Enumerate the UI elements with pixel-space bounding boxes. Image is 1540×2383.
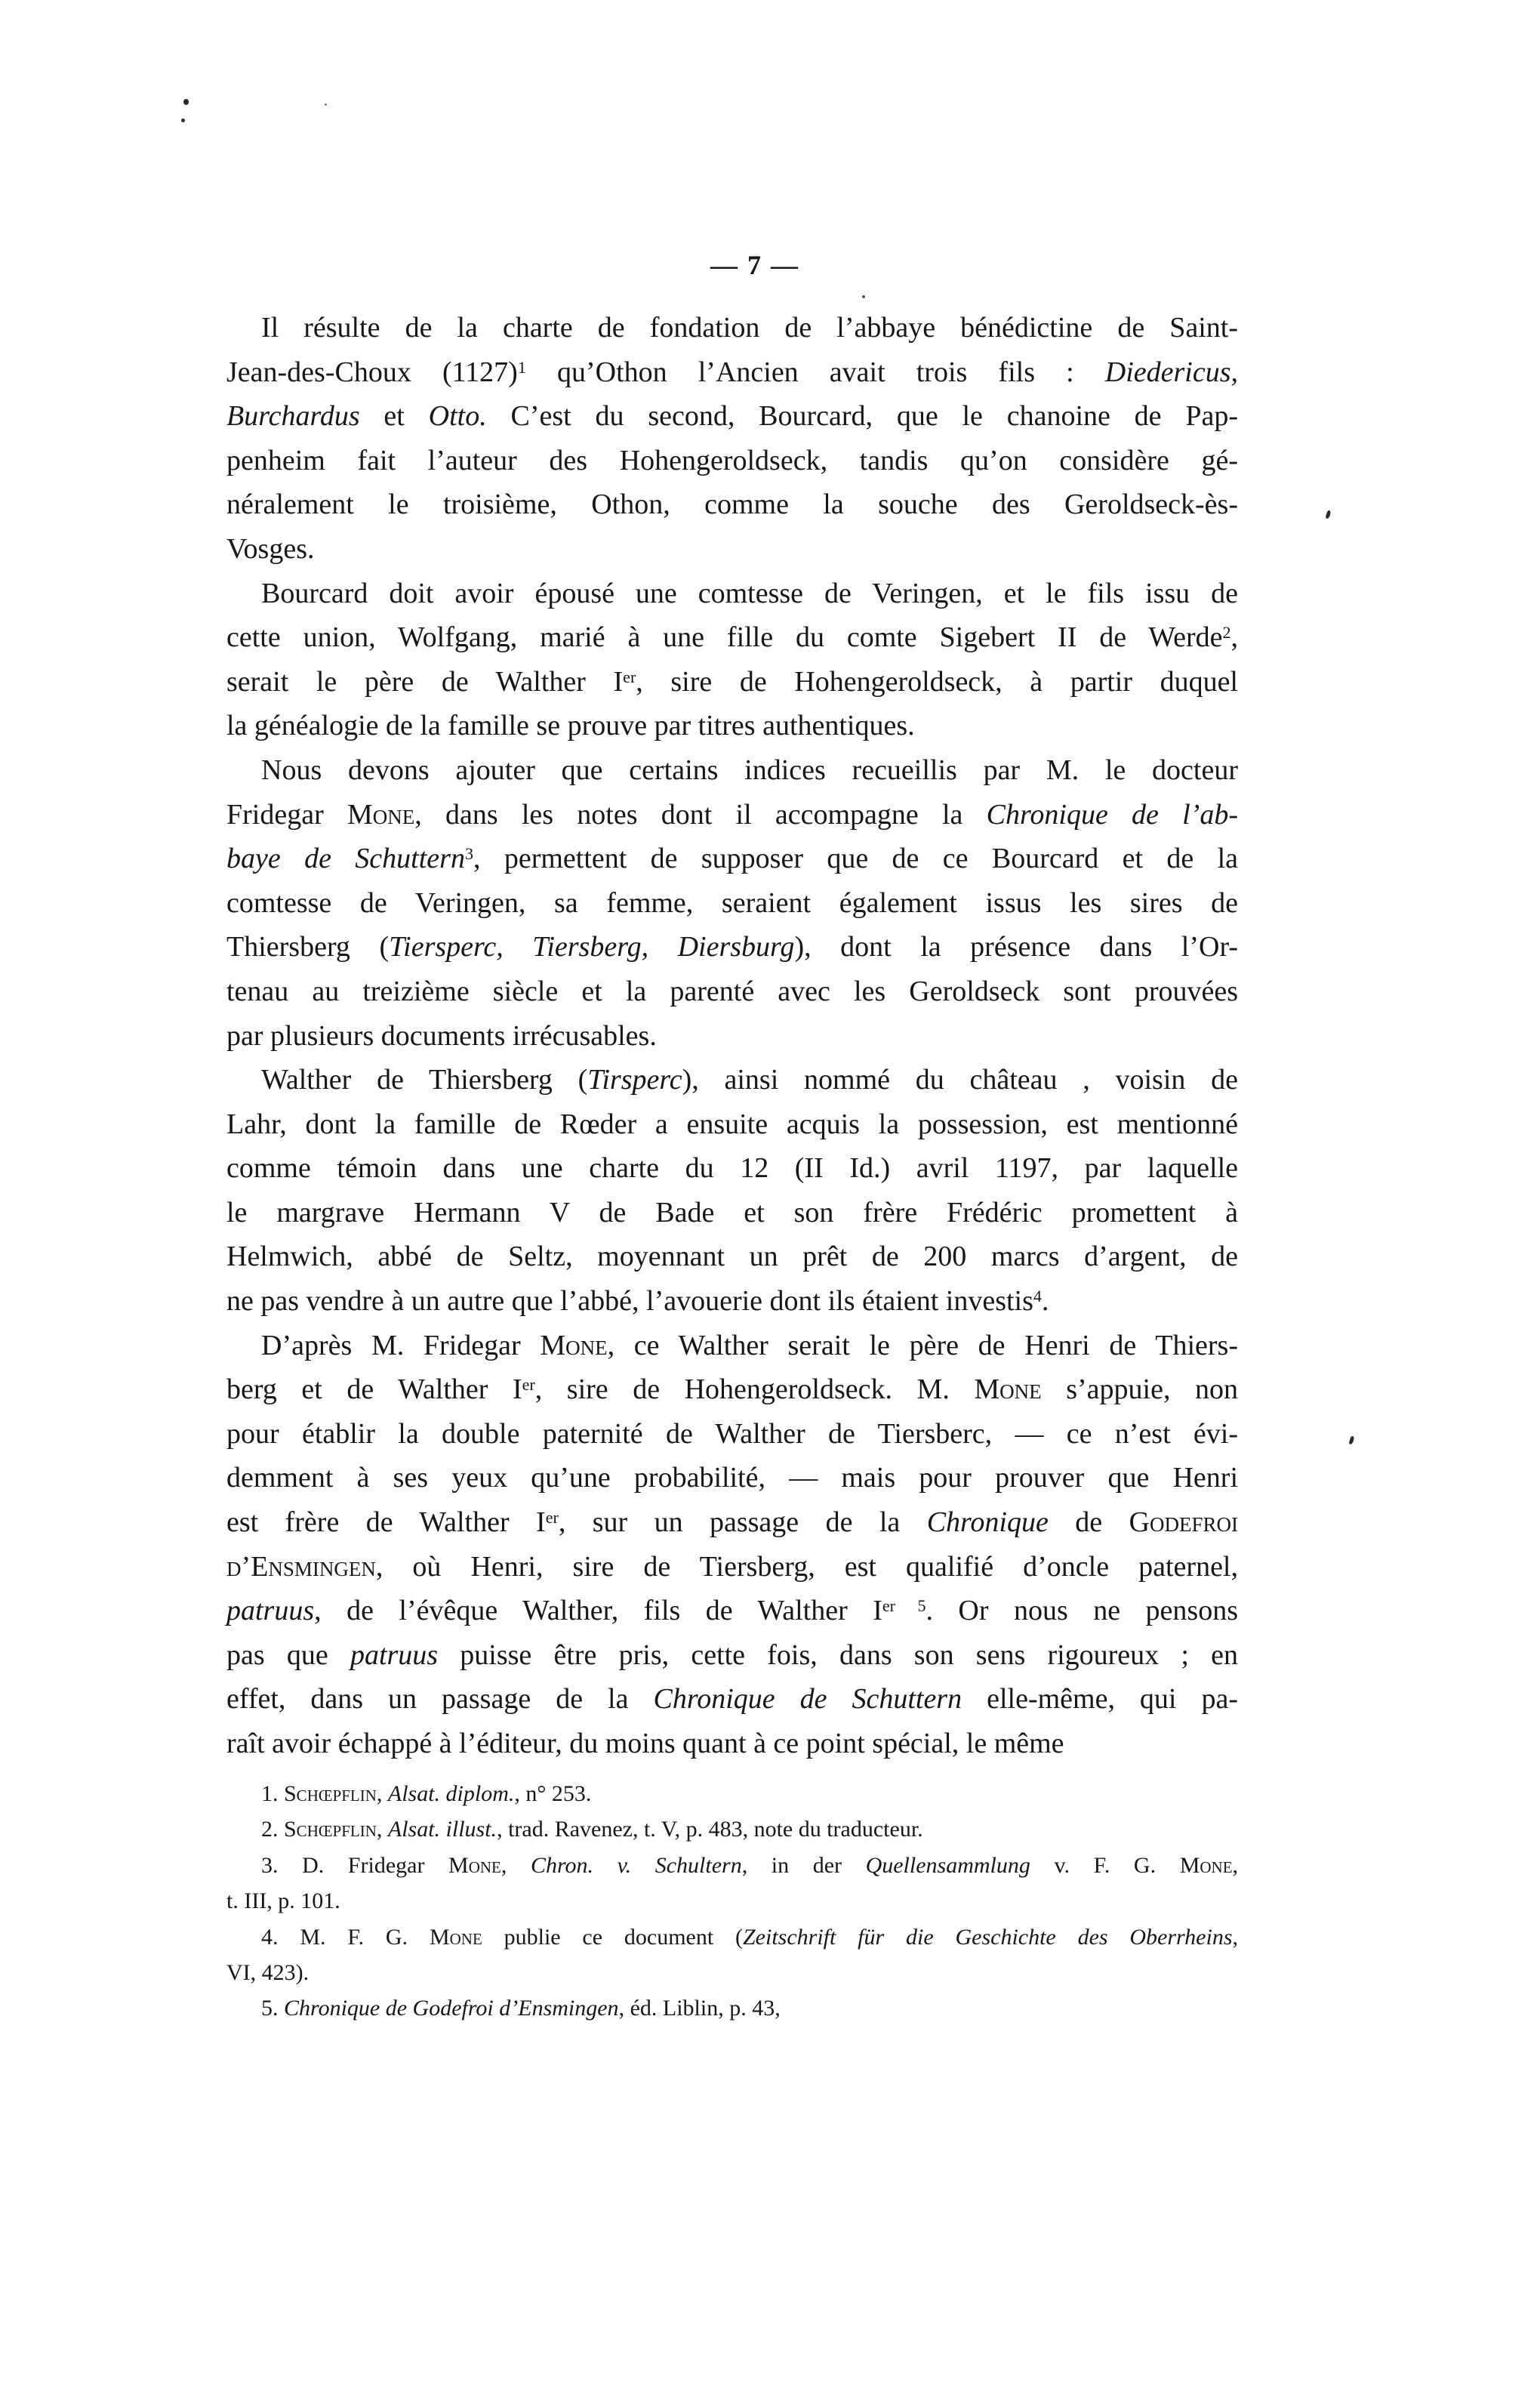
text-segment: s’appuie, non	[1041, 1373, 1238, 1406]
text-line	[226, 1776, 1238, 1811]
ink-speck	[183, 99, 189, 105]
text-segment: 3	[464, 844, 473, 864]
text-segment: par plusieurs documents irrécusables.	[226, 1019, 657, 1052]
text-segment: tenau au treizième siècle et la parenté avec les Geroldseck sont prouvées	[226, 975, 1238, 1007]
text-line	[226, 1014, 1238, 1059]
text-line	[226, 1279, 1238, 1324]
text-segment: 5.	[261, 1996, 284, 2021]
text-segment: patruus	[226, 1595, 315, 1627]
text-line	[226, 1811, 1238, 1847]
text-segment: , n° 253.	[514, 1781, 592, 1806]
text-line	[226, 394, 1238, 439]
text-segment: Quellensammlung	[865, 1852, 1030, 1878]
text-segment: puisse être pris, cette fois, dans son sens rigoureux ; en	[438, 1639, 1238, 1671]
text-segment: effet, dans un passage de la	[226, 1683, 654, 1716]
text-segment: raît avoir échappé à l’éditeur, du moins quant à ce point spécial, le même	[226, 1728, 1064, 1759]
text-line	[226, 1919, 1238, 1955]
text-segment: er	[522, 1375, 535, 1395]
ink-speck	[325, 103, 327, 106]
text-segment: Chronique de Schuttern	[653, 1683, 962, 1716]
text-segment: Otto.	[428, 400, 487, 433]
text-segment: Nous devons ajouter que certains indices recueillis par M. le docteur	[261, 754, 1238, 786]
text-segment: Diedericus,	[1104, 356, 1238, 388]
ink-speck	[862, 295, 865, 298]
text-segment: Chronique	[926, 1506, 1049, 1539]
text-segment: Burchardus	[226, 400, 360, 433]
text-line	[226, 881, 1238, 926]
paragraph	[226, 1058, 1238, 1324]
text-segment: Chronique de Godefroi d’Ensmingen	[284, 1996, 619, 2021]
text-line	[226, 1456, 1238, 1500]
text-segment: demment à ses yeux qu’une probabilité, — mais pour prouver que Henri	[226, 1462, 1238, 1494]
paragraph	[226, 1990, 1238, 2026]
text-segment: serait le père de Walther I	[226, 665, 624, 698]
text-segment: Walther de Thiersberg (	[261, 1064, 588, 1096]
text-segment: t. III, p. 101.	[226, 1888, 340, 1914]
text-segment: ), ainsi nommé du château , voisin de	[682, 1064, 1238, 1096]
text-segment: Schœpflin	[284, 1817, 377, 1842]
text-line	[226, 527, 1238, 572]
text-segment: v. F. G.	[1030, 1852, 1180, 1878]
paragraph	[226, 1776, 1238, 1811]
text-segment: la généalogie de la famille se prouve par titres authentiques.	[226, 710, 915, 742]
text-segment: comme témoin dans une charte du 12 (II Id.) avril 1197, par laquelle	[226, 1152, 1238, 1185]
text-segment: , dans les notes dont il accompagne la	[414, 798, 987, 831]
text-segment: Tiersperc, Tiersberg, Diersburg	[389, 931, 795, 963]
text-segment: Mone	[1179, 1852, 1233, 1878]
text-line	[226, 1722, 1238, 1766]
paragraph	[226, 1848, 1238, 1919]
text-segment: 2.	[261, 1817, 284, 1842]
text-segment: Zeitschrift für die Geschichte des Oberrheins	[743, 1924, 1233, 1950]
text-segment: le margrave Hermann V de Bade et son frère Frédéric promettent à	[226, 1196, 1238, 1228]
text-segment: elle-même, qui pa-	[962, 1683, 1239, 1716]
text-segment: pour établir la double paternité de Walther de Tiersberc, — ce n’est évi-	[226, 1417, 1238, 1450]
text-segment: ,	[500, 1852, 531, 1878]
text-line	[226, 793, 1238, 837]
text-segment: est frère de Walther I	[226, 1506, 546, 1539]
text-line	[226, 1191, 1238, 1235]
paragraph	[226, 1811, 1238, 1847]
text-segment: , où Henri, sire de Tiersberg, est qualifié d’oncle paternel,	[375, 1550, 1238, 1583]
text-line	[226, 1883, 1238, 1919]
text-segment: Helmwich, abbé de Seltz, moyennant un prêt de 200 marcs d’argent, de	[226, 1241, 1238, 1273]
text-segment: ,	[1230, 621, 1238, 654]
text-line	[226, 306, 1238, 350]
text-line	[226, 1848, 1238, 1883]
text-segment: 4. M. F. G.	[261, 1924, 430, 1950]
body-text	[226, 306, 1238, 1766]
text-segment: er	[882, 1596, 895, 1616]
text-line	[226, 1146, 1238, 1191]
text-segment: , sire de Hohengeroldseck, à partir duquel	[636, 665, 1238, 698]
text-segment: 2	[1222, 623, 1231, 643]
text-segment: er	[623, 667, 636, 686]
text-line	[226, 1545, 1238, 1589]
text-segment: Mone	[429, 1924, 482, 1950]
text-segment: C’est du second, Bourcard, que le chanoine de Pap-	[486, 400, 1238, 433]
text-segment: Il résulte de la charte de fondation de l’abbaye bénédictine de Saint-	[261, 312, 1238, 344]
text-segment: patruus	[350, 1639, 439, 1671]
text-segment: ), dont la présence dans l’Or-	[794, 931, 1239, 963]
text-segment: , sur un passage de la	[558, 1506, 927, 1539]
text-segment: ,	[1232, 1852, 1239, 1878]
text-line	[226, 1589, 1238, 1633]
text-line	[226, 1324, 1238, 1368]
text-line	[226, 1102, 1238, 1147]
text-segment: Fridegar	[226, 798, 347, 831]
text-line	[226, 660, 1238, 704]
text-segment: Vosges.	[226, 532, 315, 565]
text-line	[226, 482, 1238, 527]
text-segment: Mone	[448, 1852, 501, 1878]
text-segment: Alsat. diplom.	[387, 1781, 515, 1806]
text-segment: , permettent de supposer que de ce Bourcard et de la	[473, 843, 1239, 875]
text-segment: Mone	[346, 798, 415, 831]
paragraph	[226, 1919, 1238, 1991]
text-segment: néralement le troisième, Othon, comme la souche des Geroldseck-ès-	[226, 489, 1238, 521]
text-segment: publie ce document (	[482, 1924, 743, 1950]
text-segment: , éd. Liblin, p. 43,	[618, 1996, 781, 2021]
text-line	[226, 439, 1238, 483]
paragraph	[226, 572, 1238, 748]
text-line	[226, 1633, 1238, 1678]
text-segment: . Or nous ne pensons	[926, 1595, 1238, 1627]
paragraph	[226, 748, 1238, 1058]
text-line	[226, 1500, 1238, 1545]
text-segment: , sire de Hohengeroldseck. M.	[534, 1373, 975, 1406]
paragraph	[226, 306, 1238, 572]
text-segment: Schœpflin	[284, 1781, 377, 1806]
text-segment: Godefroi	[1129, 1506, 1238, 1539]
text-line	[226, 837, 1238, 881]
text-segment: Tirsperc	[587, 1064, 682, 1096]
ink-speck	[1348, 1435, 1354, 1444]
text-segment: Jean-des-Choux (1127)	[226, 356, 518, 388]
text-line	[226, 704, 1238, 748]
text-segment: Alsat. illust.	[387, 1817, 497, 1842]
text-segment: Chron. v. Schultern	[530, 1852, 742, 1878]
text-segment: ,	[376, 1817, 388, 1842]
text-segment: berg et de Walther I	[226, 1373, 522, 1406]
text-segment: baye de Schuttern	[226, 843, 465, 875]
text-segment: er	[545, 1508, 559, 1528]
page-number: — 7 —	[710, 250, 799, 280]
ink-speck	[181, 119, 185, 122]
text-segment: 1	[517, 357, 526, 377]
text-segment: Mone	[540, 1329, 608, 1361]
text-segment: ,	[376, 1781, 388, 1806]
text-segment: de	[1048, 1506, 1129, 1539]
text-segment: qu’Othon l’Ancien avait trois fils :	[525, 356, 1105, 388]
text-segment: , ce Walther serait le père de Henri de Thiers-	[607, 1329, 1238, 1361]
text-segment: Bourcard doit avoir épousé une comtesse de Veringen, et le fils issu de	[261, 577, 1238, 609]
text-line	[226, 748, 1238, 793]
text-line	[226, 925, 1238, 970]
footnotes	[226, 1776, 1238, 2027]
text-segment: 1.	[261, 1781, 284, 1806]
text-segment: penheim fait l’auteur des Hohengeroldseck, tandis qu’on considère gé-	[226, 444, 1238, 476]
text-segment: Thiersberg (	[226, 931, 390, 963]
text-segment: 5	[895, 1596, 926, 1616]
text-segment: cette union, Wolfgang, marié à une fille du comte Sigebert II de Werde	[226, 621, 1223, 654]
text-segment: 4	[1033, 1287, 1042, 1306]
text-segment: , de l’évêque Walther, fils de Walther I	[314, 1595, 882, 1627]
text-segment: Mone	[974, 1373, 1042, 1406]
text-segment: Lahr, dont la famille de Rœder a ensuite acquis la possession, est mentionné	[226, 1108, 1238, 1140]
text-segment: Chronique de l’ab-	[986, 798, 1238, 831]
text-segment: 3. D. Fridegar	[261, 1852, 449, 1878]
text-segment: d’Ensmingen	[226, 1550, 376, 1583]
text-segment: ,	[1232, 1924, 1239, 1950]
text-segment: , in der	[741, 1852, 866, 1878]
text-line	[226, 1367, 1238, 1412]
text-segment: D’après M. Fridegar	[261, 1329, 541, 1361]
text-segment: et	[359, 400, 429, 433]
text-line	[226, 1058, 1238, 1102]
text-line	[226, 615, 1238, 660]
text-segment: .	[1041, 1285, 1049, 1318]
text-line	[226, 572, 1238, 616]
text-line	[226, 1235, 1238, 1279]
text-segment: , trad. Ravenez, t. V, p. 483, note du traducteur.	[497, 1817, 923, 1842]
text-segment: pas que	[226, 1639, 350, 1671]
text-segment: VI, 423).	[226, 1959, 310, 1985]
text-line	[226, 1677, 1238, 1722]
text-line	[226, 970, 1238, 1014]
text-line	[226, 1990, 1238, 2026]
text-line	[226, 350, 1238, 395]
paragraph	[226, 1324, 1238, 1766]
ink-speck	[1325, 510, 1331, 519]
text-line	[226, 1955, 1238, 1990]
text-segment: comtesse de Veringen, sa femme, seraient également issus les sires de	[226, 886, 1238, 919]
text-line	[226, 1412, 1238, 1457]
text-segment: ne pas vendre à un autre que l’abbé, l’avouerie dont ils étaient investis	[226, 1285, 1033, 1318]
